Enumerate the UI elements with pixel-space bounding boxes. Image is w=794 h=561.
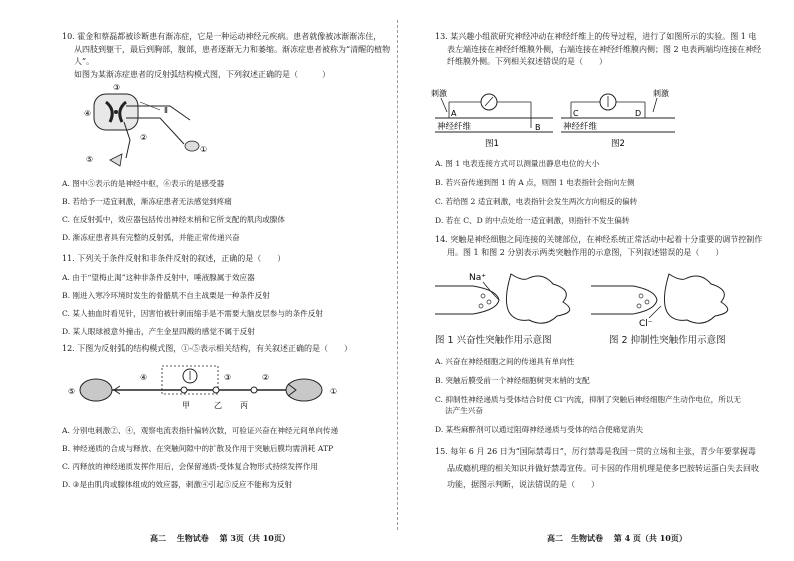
q14-option-a: A. 兴奋在神经细胞之间的传递具有单向性	[435, 357, 575, 366]
point-c: C	[573, 109, 579, 118]
q10-line-2: 从四肢到躯干，最后到胸部，腹部，患者逐渐无力和萎缩。渐冻症患者被称为“清醒的植物人”。	[74, 44, 391, 66]
electrode-jia	[181, 387, 187, 393]
q12-option-d: D. ③是由肌肉或腺体组成的效应器，刺激④引起⑤反应不能称为反射	[62, 480, 293, 489]
q14-option-c-continued: 法产生兴奋	[435, 406, 483, 415]
q10-option-a: A. 图中⑤表示的是神经中枢，⑥表示的是感受器	[62, 179, 225, 188]
q15-line-3: 功能，据图示判断，说法错误的是（ ）	[447, 480, 599, 489]
label-bing: 丙	[240, 401, 248, 410]
fiber-label-2: 神经纤维	[563, 122, 598, 132]
synapse-figure-1-caption: 图 1 兴奋性突触作用示意图	[435, 335, 552, 346]
label-2: ②	[262, 373, 270, 382]
postsynaptic-cell-2	[664, 274, 727, 323]
label-5: ⑤	[86, 155, 94, 164]
q11-option-b: B. 刚进入寒冷环境时发生的骨骼肌不自主战栗是一种条件反射	[62, 291, 270, 300]
q13-option-a: A. 图 1 电表连接方式可以测量出静息电位的大小	[435, 159, 600, 168]
q12-option-c: C. 丙释放的神经递质发挥作用后，会保留递质-受体复合物形式持续发挥作用	[62, 462, 318, 471]
question-12-stem: 12. 下图为反射弧的结构模式图，①-⑤表示相关结构，有关叙述正确的是（ ）	[62, 344, 352, 353]
postsynaptic-cell-1	[506, 274, 569, 323]
central-canal	[114, 110, 118, 114]
q10-options	[62, 178, 285, 243]
stimulus-arrow-1	[441, 98, 447, 112]
synapse-figure-2-caption: 图 2 抑制性突触作用示意图	[609, 335, 726, 346]
q13-option-d: D. 若在 C、D 的中点处给一适宜刺激，则指针不发生偏转	[435, 216, 630, 225]
electrode-yi	[213, 387, 219, 393]
q11-options	[62, 272, 323, 337]
q10-line-1: 10. 霍金和蔡磊都被诊断患有渐冻症，它是一种运动神经元疾病。患者就像被冰渐渐冻住，	[62, 32, 382, 41]
label-4: ④	[84, 109, 92, 118]
label-1: ①	[200, 145, 208, 154]
receptor	[185, 141, 199, 151]
stimulus-label-2: 刺激	[653, 89, 669, 98]
figure-2-caption: 图2	[611, 139, 625, 149]
question-13-stem	[435, 31, 761, 69]
figure-1-caption: 图1	[485, 139, 499, 149]
q14-option-b: B. 突触后膜受前一个神经细胞树突末梢的支配	[435, 376, 590, 385]
q15-line-1: 15. 每年 6 月 26 日为“国际禁毒日”，厉行禁毒是我国一贯的立场和主张，青少年要掌握毒	[435, 447, 756, 456]
q12-options	[62, 425, 338, 490]
point-b: B	[535, 123, 541, 132]
stimulus-label-1: 刺激	[431, 89, 447, 98]
point-a: A	[451, 109, 457, 118]
label-jia: 甲	[182, 401, 190, 410]
q12-option-a: A. 分别电刺激②、④，观察电流表指针偏转次数，可验证兴奋在神经元间单向传递	[62, 426, 339, 435]
q13-option-c: C. 若给图 2 适宜刺激，电表指针会发生两次方向相反的偏转	[435, 197, 638, 206]
q10-option-c: C. 在反射弧中，效应器包括传出神经末梢和它所支配的肌肉或腺体	[62, 215, 285, 224]
q14-line-1: 14. 突触是神经细胞之间连接的关键部位，在神经系统正常活动中起着十分重要的调节控制作	[435, 235, 763, 244]
chloride-ion-label: Cl⁻	[639, 319, 653, 329]
q10-option-d: D. 渐冻症患者具有完整的反射弧，并能正常传递兴奋	[62, 233, 240, 242]
q13-line-2: 表左端连接在神经纤维膜外侧，右端连接在神经纤维膜内侧；图 2 电表两端均连接在神经	[447, 44, 762, 54]
q14-synapse-figure	[433, 268, 743, 330]
label-5: ⑤	[68, 387, 76, 396]
effector	[110, 154, 122, 166]
q10-reflex-arc-figure	[80, 80, 220, 172]
structure-1-cell	[286, 379, 322, 401]
label-4: ④	[140, 373, 148, 382]
sodium-ion-label: Na⁺	[469, 273, 486, 283]
label-2: ②	[140, 133, 148, 142]
structure-5-cell	[80, 379, 112, 401]
q11-option-a: A. 由于“望梅止渴”这种非条件反射中，唾液腺属于效应器	[62, 273, 255, 282]
q13-line-1: 13. 某兴趣小组欲研究神经冲动在神经纤维上的传导过程，进行了如图所示的实验。图 1 电	[435, 32, 757, 41]
point-d: D	[635, 109, 642, 118]
q14-option-c: C. 抑制性神经递质与受体结合时使 Cl⁻内流，抑制了突触后神经细胞产生动作电位，所以无	[435, 395, 741, 404]
right-page-footer: 高二 生物试卷 第 4 页（共 10页）	[547, 533, 687, 543]
label-yi: 乙	[214, 401, 222, 410]
q13-galvanometer-figure	[431, 84, 681, 150]
synapse-bing	[251, 387, 257, 393]
left-page-footer: 高二 生物试卷 第 3页（共 10页）	[150, 533, 290, 543]
fiber-label-1: 神经纤维	[437, 122, 472, 132]
q12-reflex-arc-figure	[64, 360, 354, 420]
label-1: ①	[330, 387, 338, 396]
q12-option-b: B. 神经递质的合成与释放、在突触间隙中的扩散及作用于突触后膜均需消耗 ATP	[62, 444, 334, 453]
q10-option-b: B. 若给予一适宜刺激，渐冻症患者无法感觉到疼痛	[62, 197, 232, 206]
q13-option-b: B. 若兴奋传递到图 1 的 A 点，则图 1 电表指针会指向左侧	[435, 178, 635, 187]
label-3: ③	[224, 373, 232, 382]
right-page	[397, 0, 794, 561]
question-14-stem	[435, 234, 762, 259]
q11-option-d: D. 某人眼球被意外撞击，产生金星四溅的感觉不属于反射	[62, 327, 255, 336]
label-3: ③	[113, 83, 121, 92]
q15-line-2: 品成瘾机理的相关知识并做好禁毒宣传。可卡因的作用机理是使多巴胺转运蛋白失去回收	[447, 463, 759, 473]
q13-options	[435, 158, 637, 226]
q11-option-c: C. 某人抽血时看见针，因害怕被针刺而缩手是不需要大脑皮层参与的条件反射	[62, 309, 323, 318]
q14-option-d: D. 某些麻醉剂可以通过阻碍神经递质与受体的结合使痛觉消失	[435, 425, 644, 434]
q10-line-3: 如图为某渐冻症患者的反射弧结构模式图，下列叙述正确的是（ ）	[74, 69, 330, 79]
question-10-stem	[62, 31, 397, 81]
q14-options	[435, 356, 741, 435]
question-15-stem	[435, 446, 759, 492]
q13-line-3: 纤维膜外侧。下列相关叙述错误的是（ ）	[447, 57, 607, 66]
question-11-stem: 11. 下列关于条件反射和非条件反射的叙述，正确的是（ ）	[62, 254, 286, 263]
label-II: Ⅱ	[164, 106, 168, 115]
q14-line-2: 用。图 1 和图 2 分别表示两类突触作用的示意图，下列叙述错误的是（ ）	[447, 247, 724, 257]
stimulus-arrow-2	[653, 98, 657, 112]
